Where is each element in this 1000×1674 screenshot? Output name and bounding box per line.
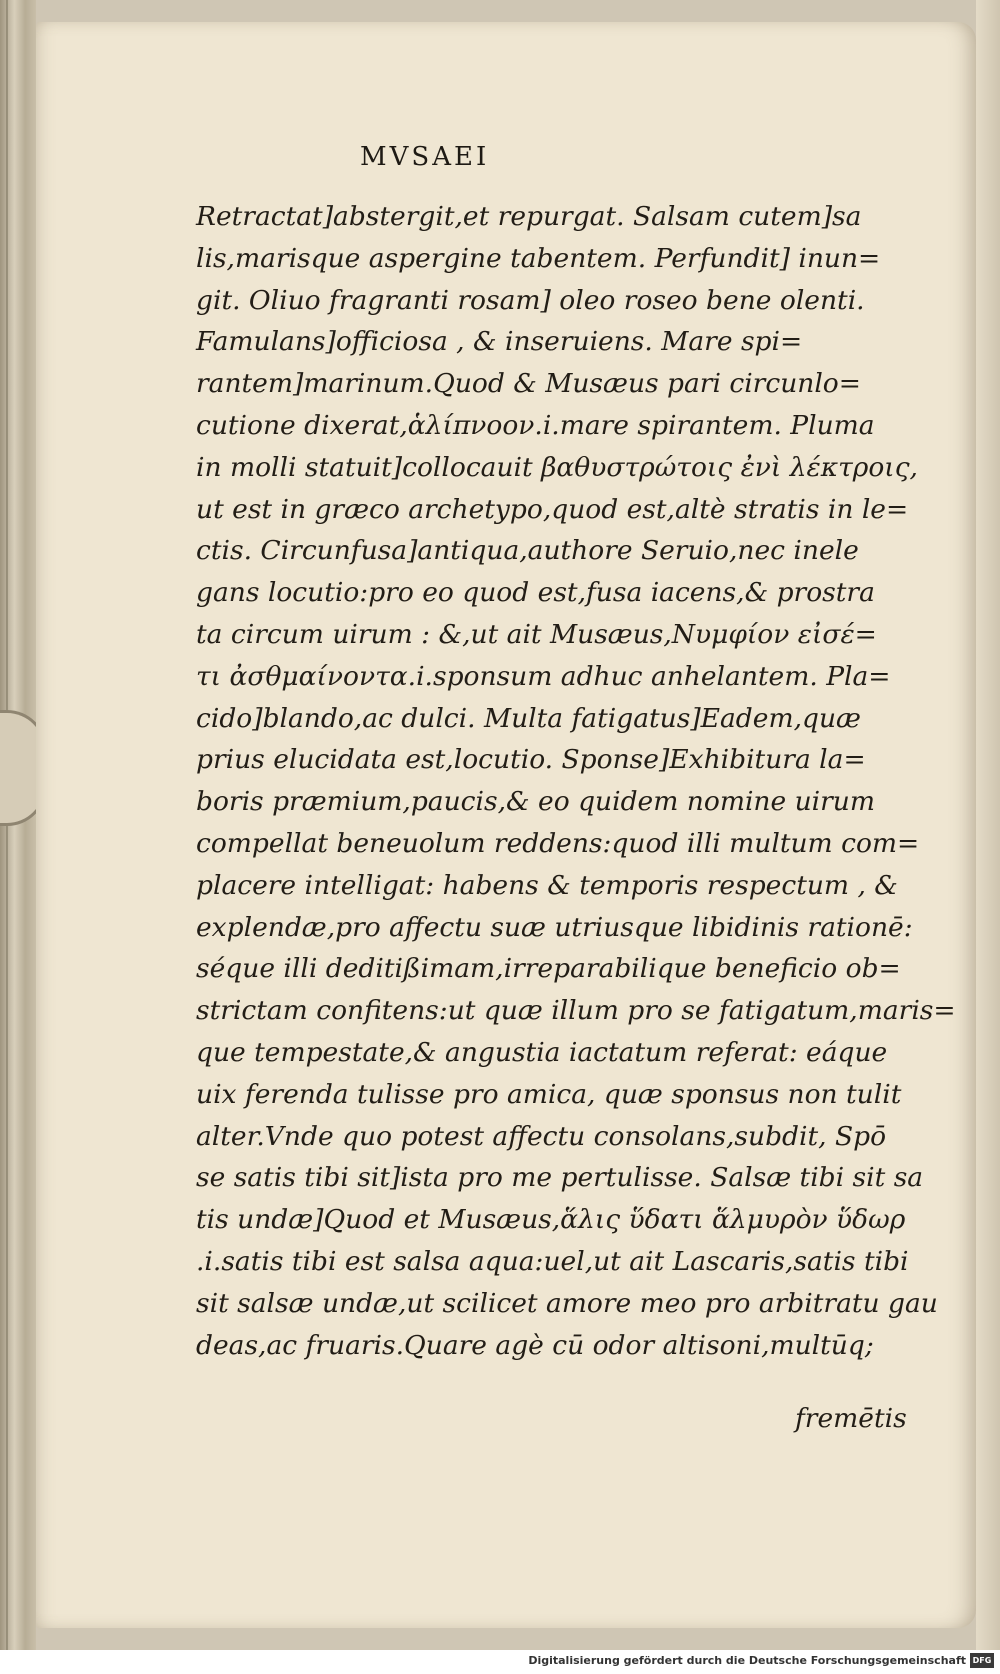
text-line: séque illi deditißimam,irreparabilique beneficio ob=: [196, 953, 901, 985]
scan-background-edge: [976, 0, 1000, 1650]
catchword: fremētis: [795, 1403, 907, 1434]
funding-credit: Digitalisierung gefördert durch die Deutsche Forschungsgemeinschaft: [528, 1654, 966, 1667]
text-line: .i.satis tibi est salsa aqua:uel,ut ait Lascaris,satis tibi: [196, 1245, 909, 1277]
text-line: gans locutio:pro eo quod est,fusa iacens,& prostra: [196, 577, 875, 609]
text-line: strictam confitens:ut quæ illum pro se fatigatum,maris=: [196, 995, 956, 1027]
text-line: sit salsæ undæ,ut scilicet amore meo pro arbitratu gau: [196, 1287, 938, 1319]
dfg-logo: DFG: [970, 1653, 994, 1668]
text-line: boris præmium,paucis,& eo quidem nomine uirum: [196, 786, 875, 818]
text-line: compellat beneuolum reddens:quod illi multum com=: [196, 827, 920, 859]
running-head: MVSAEI: [360, 142, 490, 172]
text-line: prius elucidata est,locutio. Sponse]Exhibitura la=: [196, 744, 866, 776]
text-line: lis,marisque aspergine tabentem. Perfundit] inun=: [196, 242, 881, 274]
text-line: tis undæ]Quod et Musæus,ἅλις ὕδατι ἅλμυρὸν ὕδωρ: [196, 1204, 906, 1236]
text-line: que tempestate,& angustia iactatum referat: eáque: [196, 1036, 888, 1068]
text-line: cido]blando,ac dulci. Multa fatigatus]Eadem,quæ: [196, 702, 861, 734]
text-line: in molli statuit]collocauit βαθυστρώτοις ἐνὶ λέκτροις,: [196, 451, 918, 483]
text-line: se satis tibi sit]ista pro me pertulisse. Salsæ tibi sit sa: [196, 1162, 924, 1194]
text-line: Retractat]abstergit,et repurgat. Salsam cutem]sa: [196, 201, 862, 232]
text-line: uix ferenda tulisse pro amica, quæ sponsus non tulit: [196, 1078, 902, 1110]
text-line: τι ἀσθμαίνοντα.i.sponsum adhuc anhelantem. Pla=: [196, 660, 891, 692]
text-line: ta circum uirum : &,ut ait Musæus,Νυμφίον εἰσέ=: [196, 618, 877, 650]
text-line: alter.Vnde quo potest affectu consolans,subdit, Spō: [196, 1120, 887, 1152]
text-line: deas,ac fruaris.Quare agè cū odor altisoni,multūq;: [196, 1329, 874, 1361]
text-line: git. Oliuo fragranti rosam] oleo roseo bene olenti.: [196, 284, 865, 316]
text-line: placere intelligat: habens & temporis respectum , &: [196, 869, 898, 901]
text-line: explendæ,pro affectu suæ utriusque libidinis rationē:: [196, 911, 913, 943]
commentary-text: [196, 196, 956, 1366]
text-line: Famulans]officiosa , & inseruiens. Mare spi=: [196, 326, 803, 358]
text-line: ctis. Circunfusa]antiqua,authore Seruio,nec inele: [196, 535, 859, 567]
text-line: cutione dixerat,ἁλίπνοον.i.mare spirantem. Pluma: [196, 409, 875, 441]
text-line: ut est in græco archetypo,quod est,altè stratis in le=: [196, 493, 909, 525]
text-line: rantem]marinum.Quod & Musæus pari circunlo=: [196, 368, 861, 400]
